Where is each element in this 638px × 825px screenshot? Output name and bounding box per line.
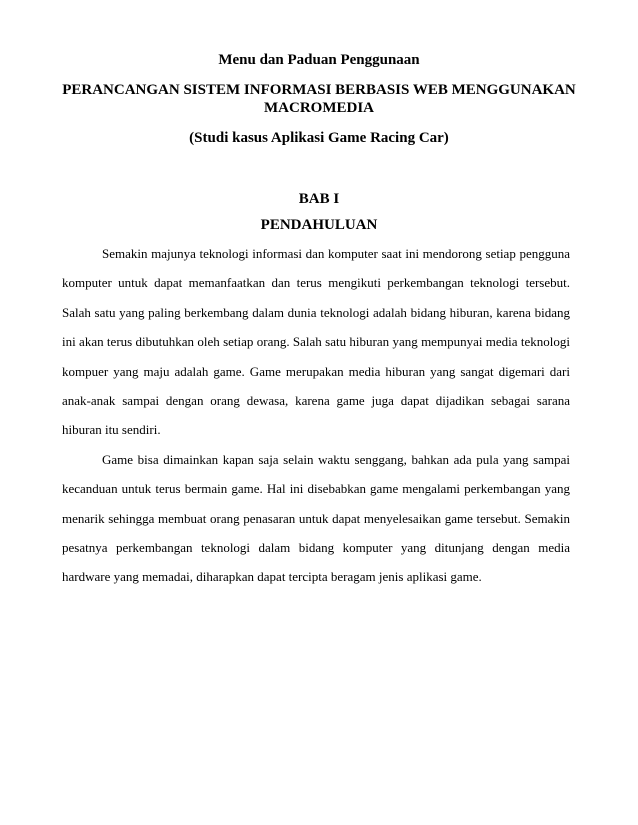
document-title-line-1: PERANCANGAN SISTEM INFORMASI BERBASIS WEB MENGGUNAKAN <box>62 82 576 98</box>
chapter-number: BAB I <box>298 191 340 207</box>
document-title-line-2: MACROMEDIA <box>264 100 374 116</box>
body-text <box>62 239 570 592</box>
case-study-title: (Studi kasus Aplikasi Game Racing Car) <box>189 130 449 146</box>
paragraph-1: Semakin majunya teknologi informasi dan komputer saat ini mendorong setiap pengguna komputer untuk dapat memanfaatkan dan terus mengikuti perkembangan teknologi tersebut. Salah satu yang paling berkembang dalam dunia teknologi adalah bidang hiburan, karena bidang ini akan terus dibutuhkan oleh setiap orang. Salah satu hiburan yang mempunyai media teknologi kompuer yang maju adalah game. Game merupakan media hiburan yang sangat digemari dari anak-anak sampai dengan orang dewasa, karena game juga dapat dijadikan sebagai sarana hiburan itu sendiri. <box>62 246 570 438</box>
paragraph-2: Game bisa dimainkan kapan saja selain waktu senggang, bahkan ada pula yang sampai kecanduan untuk terus bermain game. Hal ini disebabkan game mengalami perkembangan yang menarik sehingga membuat orang penasaran untuk dapat menyelesaikan game tersebut. Semakin pesatnya perkembangan teknologi dalam bidang komputer yang ditunjang dengan media hardware yang memadai, diharapkan dapat tercipta beragam jenis aplikasi game. <box>62 451 570 585</box>
document-subtitle: Menu dan Paduan Penggunaan <box>218 52 420 68</box>
chapter-title: PENDAHULUAN <box>260 217 378 233</box>
